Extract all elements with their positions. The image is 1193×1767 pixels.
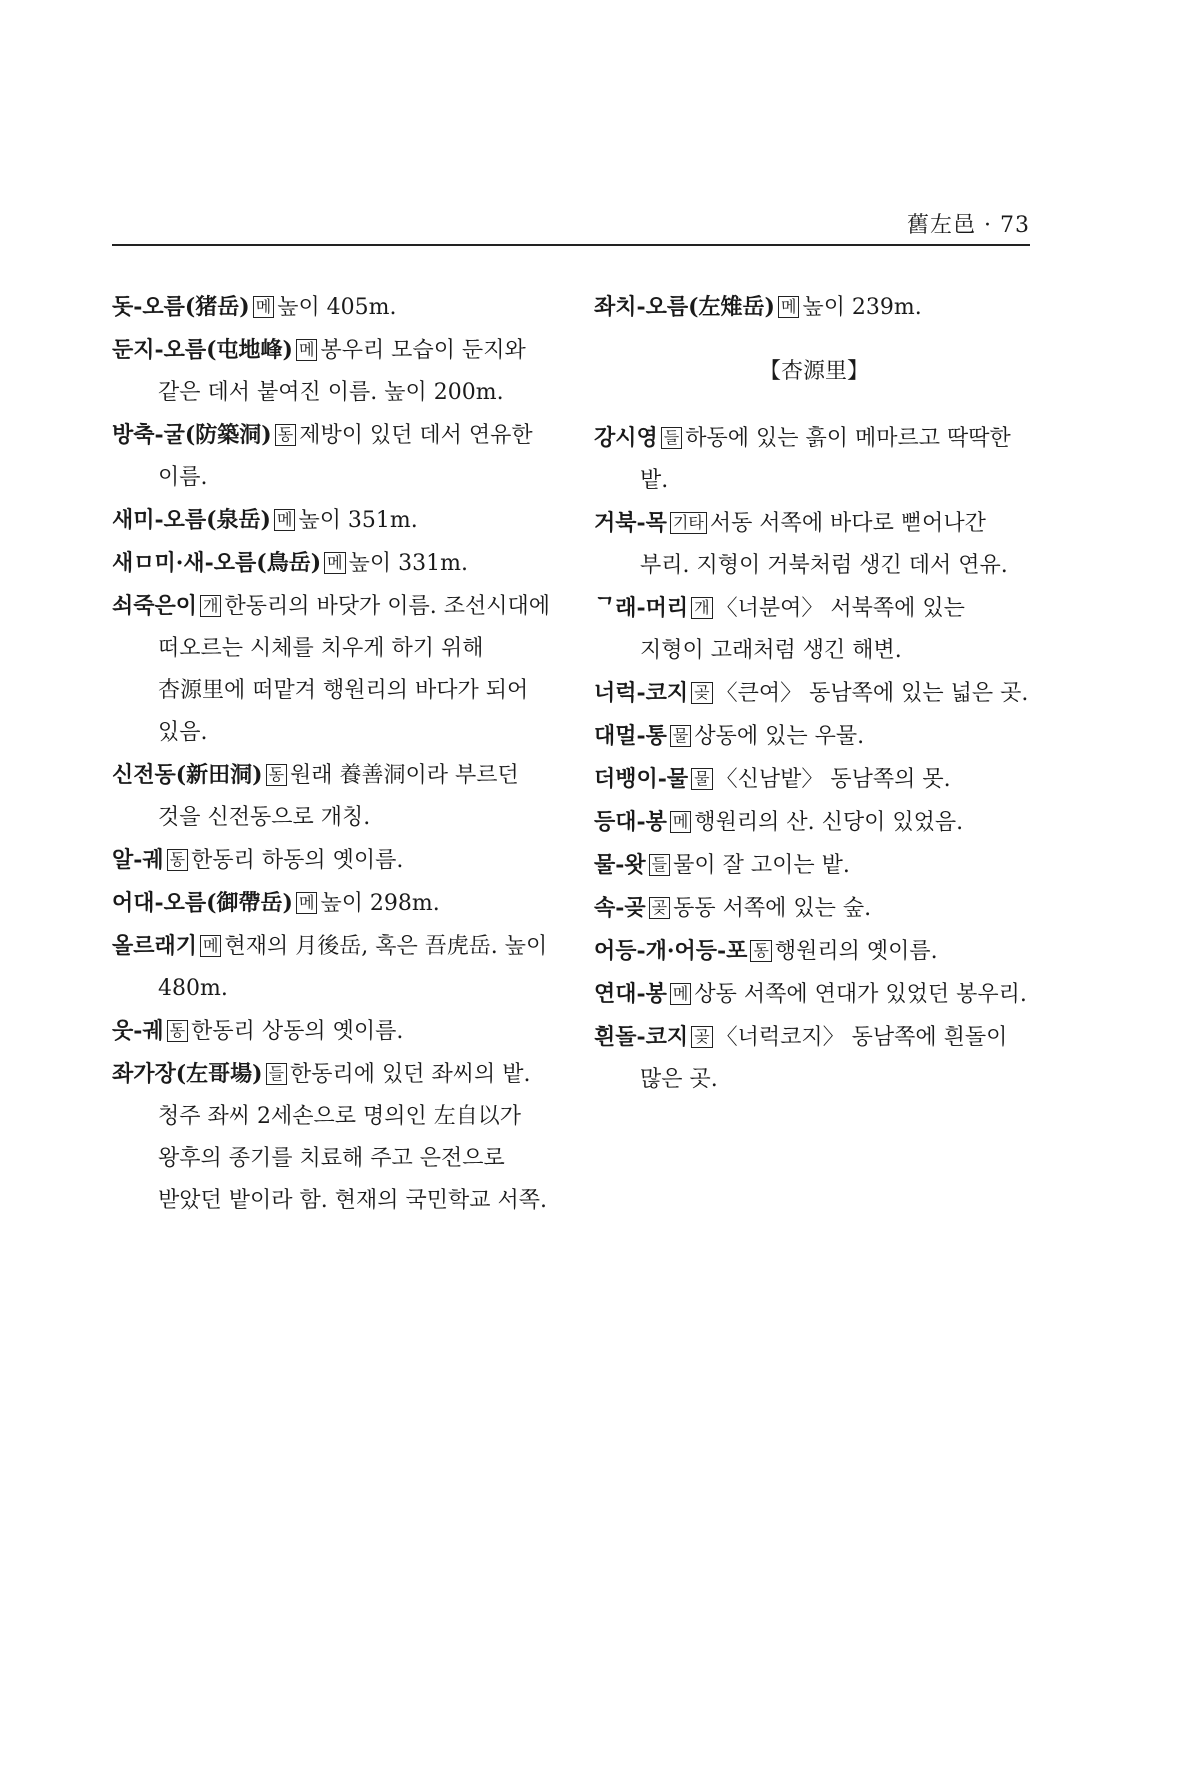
entry: [112, 542, 552, 585]
entry-term: 새미-오름(泉岳): [112, 507, 271, 533]
category-tag: 개: [200, 595, 221, 617]
entry-description: 서동 서쪽에 바다로 뻗어나간 부리. 지형이 거북처럼 생긴 데서 연유.: [640, 511, 1008, 578]
category-tag: 동: [750, 940, 771, 962]
entry-description: 현재의 月後岳, 혹은 吾虎岳. 높이 480m.: [158, 934, 548, 1001]
entry: [594, 801, 1034, 844]
right-column: [594, 286, 1034, 1101]
entry-description: 〈너분여〉 서북쪽에 있는 지형이 고래처럼 생긴 해변.: [640, 596, 965, 663]
section-title: 【杏源里】: [758, 359, 869, 384]
category-tag: 동: [266, 764, 287, 786]
category-tag: 들: [649, 854, 670, 876]
entry-description: 물이 잘 고이는 밭.: [673, 853, 850, 878]
entry: [112, 882, 552, 925]
category-tag: 개: [691, 597, 712, 619]
entry-term: 연대-봉: [594, 981, 667, 1007]
entry: [594, 844, 1034, 887]
entry: [112, 754, 552, 839]
category-tag: 메: [296, 339, 317, 361]
entry-description: 높이 331m.: [348, 551, 468, 576]
category-tag: 메: [670, 811, 691, 833]
entry-description: 〈신남밭〉 동남쪽의 못.: [715, 767, 951, 792]
entry-term: 신전동(新田洞): [112, 762, 263, 788]
entry: [112, 925, 552, 1010]
entry-description: 한동리 상동의 옛이름.: [191, 1019, 404, 1044]
page-header: 舊左邑 · 73: [907, 213, 1030, 238]
entry: [112, 499, 552, 542]
category-tag: 메: [253, 296, 274, 318]
entry-description: 한동리에 있던 좌씨의 밭. 청주 좌씨 2세손으로 명의인 左自以가 왕후의 종기를 치료해 주고 은전으로 받았던 밭이라 함. 현재의 국민학교 서쪽.: [158, 1062, 547, 1213]
entry-term: 더뱅이-물: [594, 766, 689, 792]
entry: [594, 587, 1034, 672]
entry-description: 높이 351m.: [298, 508, 418, 533]
entry-term: 어대-오름(御帶岳): [112, 890, 293, 916]
entry: [594, 758, 1034, 801]
entry-description: 봉우리 모습이 둔지와 같은 데서 붙여진 이름. 높이 200m.: [158, 338, 526, 405]
entry-term: 너럭-코지: [594, 680, 689, 706]
entry-term: 대멀-통: [594, 723, 667, 749]
category-tag: 기타: [670, 512, 707, 534]
category-tag: 곶: [691, 682, 712, 704]
entry-term: 거북-목: [594, 510, 667, 536]
entry: [594, 930, 1034, 973]
entry-description: 〈너럭코지〉 동남쪽에 흰돌이 많은 곳.: [640, 1025, 1008, 1092]
entry-term: 물-왓: [594, 852, 646, 878]
entry-term: 알-궤: [112, 847, 164, 873]
entry-term: ᄀ래-머리: [594, 595, 689, 621]
category-tag: 메: [670, 983, 691, 1005]
entry-term: 올르래기: [112, 933, 198, 959]
category-tag: 곶: [691, 1026, 712, 1048]
entry-term: 새ㅁ미·새-오름(鳥岳): [112, 550, 322, 576]
entry: [594, 1016, 1034, 1101]
category-tag: 들: [661, 427, 682, 449]
entry-description: 행원리의 산. 신당이 있었음.: [694, 810, 964, 835]
entry: [594, 286, 1034, 329]
entry-term: 흰돌-코지: [594, 1024, 689, 1050]
category-tag: 물: [691, 768, 712, 790]
entry-term: 등대-봉: [594, 809, 667, 835]
entry: [594, 672, 1034, 715]
entry-description: 동동 서쪽에 있는 숲.: [673, 896, 872, 921]
category-tag: 곶: [649, 897, 670, 919]
entry-description: 한동리의 바닷가 이름. 조선시대에 떠오르는 시체를 치우게 하기 위해 杏源里에 떠맡겨 행원리의 바다가 되어 있음.: [158, 594, 550, 745]
entry-description: 제방이 있던 데서 연유한 이름.: [158, 423, 533, 490]
entry-term: 강시영: [594, 425, 658, 451]
entry-description: 높이 405m.: [277, 295, 397, 320]
entry: [112, 1010, 552, 1053]
category-tag: 메: [324, 552, 345, 574]
entry-description: 〈큰여〉 동남쪽에 있는 넓은 곳.: [715, 681, 1029, 706]
category-tag: 동: [167, 1020, 188, 1042]
entry-term: 방축-굴(防築洞): [112, 422, 272, 448]
left-column: [112, 286, 552, 1222]
entry: [112, 286, 552, 329]
entry: [112, 1053, 552, 1222]
entry-description: 하동에 있는 흙이 메마르고 딱딱한 밭.: [640, 426, 1011, 493]
category-tag: 메: [200, 935, 221, 957]
entry-description: 높이 239m.: [802, 295, 922, 320]
entry-term: 웃-궤: [112, 1018, 164, 1044]
header-rule: [112, 244, 1030, 246]
entry-term: 둔지-오름(屯地峰): [112, 337, 293, 363]
category-tag: 물: [670, 725, 691, 747]
entry-description: 한동리 하동의 옛이름.: [191, 848, 404, 873]
entry: [594, 715, 1034, 758]
category-tag: 메: [778, 296, 799, 318]
entry-description: 행원리의 옛이름.: [774, 939, 938, 964]
entry: [112, 839, 552, 882]
category-tag: 동: [275, 424, 296, 446]
entry: [594, 887, 1034, 930]
entry-description: 상동 서쪽에 연대가 있었던 봉우리.: [694, 982, 1027, 1007]
entry: [112, 414, 552, 499]
entry-term: 좌치-오름(左雉岳): [594, 294, 775, 320]
entry-description: 상동에 있는 우물.: [694, 724, 865, 749]
category-tag: 메: [296, 892, 317, 914]
entry-term: 쇠죽은이: [112, 593, 198, 619]
entry: [594, 417, 1034, 502]
category-tag: 들: [266, 1063, 287, 1085]
entry-term: 어등-개·어등-포: [594, 938, 748, 964]
entry: [594, 973, 1034, 1016]
category-tag: 동: [167, 849, 188, 871]
entry-term: 돗-오름(猪岳): [112, 294, 250, 320]
category-tag: 메: [274, 509, 295, 531]
entry-description: 높이 298m.: [320, 891, 440, 916]
entry: [112, 329, 552, 414]
entry: [594, 502, 1034, 587]
entry-description: 원래 養善洞이라 부르던 것을 신전동으로 개칭.: [158, 763, 519, 830]
entry-term: 속-곶: [594, 895, 646, 921]
entry: [112, 585, 552, 754]
entry-term: 좌가장(左哥場): [112, 1061, 263, 1087]
